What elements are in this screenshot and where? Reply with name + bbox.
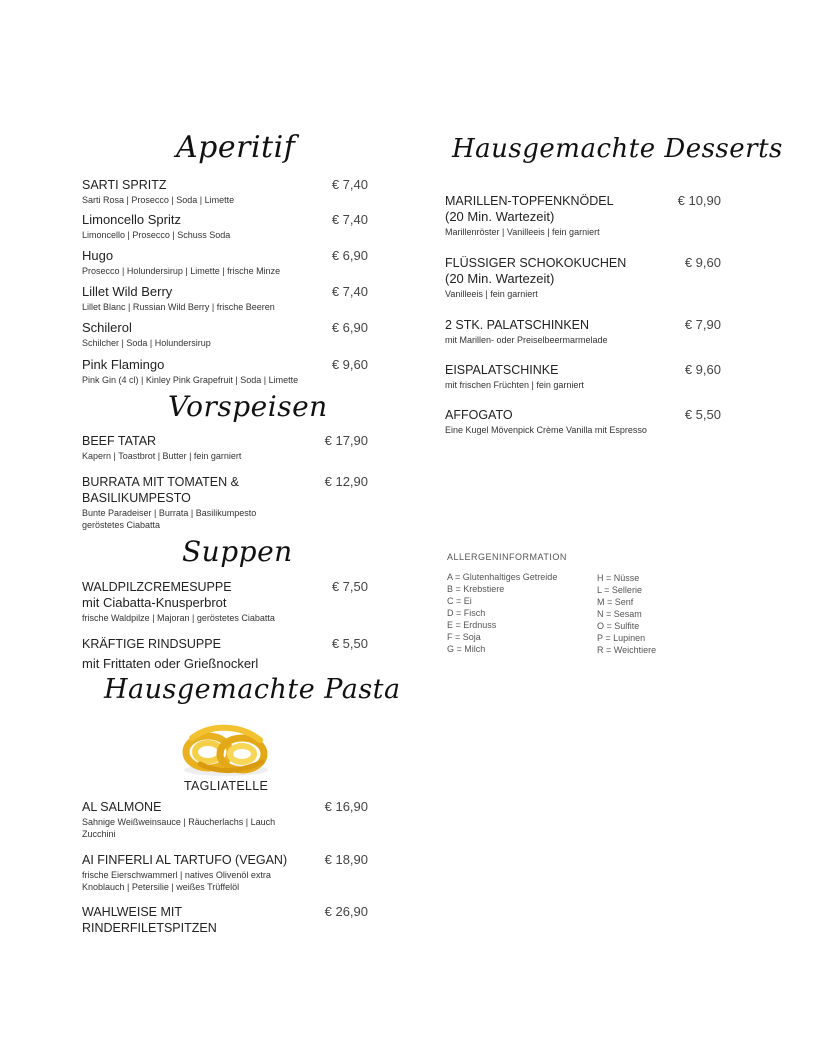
heading-aperitif: Aperitif — [176, 130, 296, 165]
allergen-entry: H = Nüsse — [597, 573, 640, 583]
item-name: Pink Flamingo — [82, 357, 165, 372]
allergen-entry: B = Krebstiere — [447, 584, 505, 594]
item-desc-line2: Knoblauch | Petersilie | weißes Trüffelöl — [82, 882, 240, 892]
item-name-line2: BASILIKUMPESTO — [82, 491, 191, 505]
menu-item — [445, 255, 721, 300]
item-price: € 26,90 — [324, 904, 368, 919]
menu-item — [82, 474, 368, 531]
allergen-entry: F = Soja — [447, 632, 481, 642]
item-desc: Bunte Paradeiser | Burrata | Basilikumpesto — [82, 508, 257, 518]
item-price: € 6,90 — [331, 248, 368, 263]
item-desc: Kapern | Toastbrot | Butter | fein garniert — [82, 451, 242, 461]
menu-item — [82, 248, 368, 277]
item-desc: frische Waldpilze | Majoran | geröstetes Ciabatta — [82, 613, 275, 623]
item-desc: Prosecco | Holundersirup | Limette | frische Minze — [82, 266, 281, 276]
item-price: € 16,90 — [324, 799, 368, 814]
allergen-entry: A = Glutenhaltiges Getreide — [447, 572, 558, 582]
heading-desserts: Hausgemachte Desserts — [452, 134, 783, 164]
allergen-entry: M = Senf — [597, 597, 634, 607]
menu-item — [82, 212, 368, 241]
item-price: € 18,90 — [324, 852, 368, 867]
allergen-entry: C = Ei — [447, 596, 472, 606]
allergen-entry: L = Sellerie — [597, 585, 642, 595]
item-name: Schilerol — [82, 320, 132, 335]
menu-item — [82, 579, 368, 624]
menu-item — [445, 362, 721, 391]
item-name: Limoncello Spritz — [82, 212, 181, 227]
item-name: WALDPILZCREMESUPPE — [82, 580, 232, 594]
menu-item — [445, 407, 721, 436]
item-subtitle: mit Ciabatta-Knusperbrot — [82, 595, 227, 610]
menu-item — [82, 284, 368, 313]
item-desc: Pink Gin (4 cl) | Kinley Pink Grapefruit | Soda | Limette — [82, 375, 299, 385]
item-desc: Marillenröster | Vanilleeis | fein garniert — [445, 227, 600, 237]
allergen-list-left — [447, 571, 557, 655]
item-desc: frische Eierschwammerl | natives Olivenöl extra — [82, 870, 271, 880]
allergen-entry: R = Weichtiere — [597, 645, 657, 655]
item-name: AFFOGATO — [445, 408, 513, 422]
allergen-entry: O = Sulfite — [597, 621, 640, 631]
tagliatelle-nest-icon — [180, 718, 272, 778]
item-desc: Sahnige Weißweinsauce | Räucherlachs | Lauch — [82, 817, 276, 827]
item-desc-line2: geröstetes Ciabatta — [82, 520, 161, 530]
menu-item — [445, 193, 721, 238]
allergen-title: ALLERGENINFORMATION — [447, 552, 567, 562]
allergen-entry: D = Fisch — [447, 608, 486, 618]
item-price: € 7,40 — [331, 212, 368, 227]
item-desc: Vanilleeis | fein garniert — [445, 289, 538, 299]
item-desc: Schilcher | Soda | Holundersirup — [82, 338, 211, 348]
item-name: BURRATA MIT TOMATEN & — [82, 475, 239, 489]
item-price: € 6,90 — [331, 320, 368, 335]
allergen-entry: E = Erdnuss — [447, 620, 497, 630]
menu-item — [82, 852, 368, 893]
item-subtitle: mit Frittaten oder Grießnockerl — [82, 656, 259, 671]
menu-item — [82, 636, 368, 672]
item-desc: Lillet Blanc | Russian Wild Berry | frische Beeren — [82, 302, 275, 312]
menu-item — [82, 433, 368, 462]
item-name-line2: RINDERFILETSPITZEN — [82, 921, 217, 935]
allergen-entry: N = Sesam — [597, 609, 642, 619]
item-name: EISPALATSCHINKE — [445, 363, 559, 377]
allergen-entry: G = Milch — [447, 644, 486, 654]
item-subtitle: (20 Min. Wartezeit) — [445, 209, 555, 224]
item-desc: Limoncello | Prosecco | Schuss Soda — [82, 230, 231, 240]
item-price: € 5,50 — [684, 407, 721, 422]
heading-pasta: Hausgemachte Pasta — [104, 674, 401, 705]
item-name: Lillet Wild Berry — [82, 284, 173, 299]
item-name: SARTI SPRITZ — [82, 178, 167, 192]
item-name: 2 STK. PALATSCHINKEN — [445, 318, 590, 332]
item-price: € 5,50 — [331, 636, 368, 651]
pasta-image-caption: TAGLIATELLE — [184, 779, 269, 793]
item-subtitle: (20 Min. Wartezeit) — [445, 271, 555, 286]
item-desc: Eine Kugel Mövenpick Crème Vanilla mit Espresso — [445, 425, 647, 435]
item-price: € 7,40 — [331, 284, 368, 299]
item-name: AL SALMONE — [82, 800, 162, 814]
heading-vorspeisen: Vorspeisen — [168, 390, 328, 423]
item-name: BEEF TATAR — [82, 434, 157, 448]
item-desc: mit frischen Früchten | fein garniert — [445, 380, 584, 390]
menu-item — [82, 799, 368, 840]
item-price: € 9,60 — [331, 357, 368, 372]
heading-suppen: Suppen — [182, 535, 293, 568]
menu-item — [82, 320, 368, 349]
item-price: € 10,90 — [677, 193, 721, 208]
menu-item — [82, 177, 368, 206]
item-price: € 17,90 — [324, 433, 368, 448]
item-name: KRÄFTIGE RINDSUPPE — [82, 637, 221, 651]
item-price: € 7,40 — [331, 177, 368, 192]
item-name: WAHLWEISE MIT — [82, 905, 182, 919]
item-name: AI FINFERLI AL TARTUFO (VEGAN) — [82, 853, 288, 867]
item-name: Hugo — [82, 248, 114, 263]
menu-item — [82, 357, 368, 386]
menu-item — [82, 904, 368, 936]
item-price: € 9,60 — [684, 362, 721, 377]
item-desc-line2: Zucchini — [82, 829, 116, 839]
item-price: € 7,90 — [684, 317, 721, 332]
item-desc: Sarti Rosa | Prosecco | Soda | Limette — [82, 195, 235, 205]
item-price: € 7,50 — [331, 579, 368, 594]
item-price: € 12,90 — [324, 474, 368, 489]
item-name: FLÜSSIGER SCHOKOKUCHEN — [445, 256, 627, 270]
item-name: MARILLEN-TOPFENKNÖDEL — [445, 194, 614, 208]
allergen-entry: P = Lupinen — [597, 633, 646, 643]
menu-item — [445, 317, 721, 346]
allergen-list-right — [597, 572, 656, 656]
item-price: € 9,60 — [684, 255, 721, 270]
item-desc: mit Marillen- oder Preiselbeermarmelade — [445, 335, 608, 345]
